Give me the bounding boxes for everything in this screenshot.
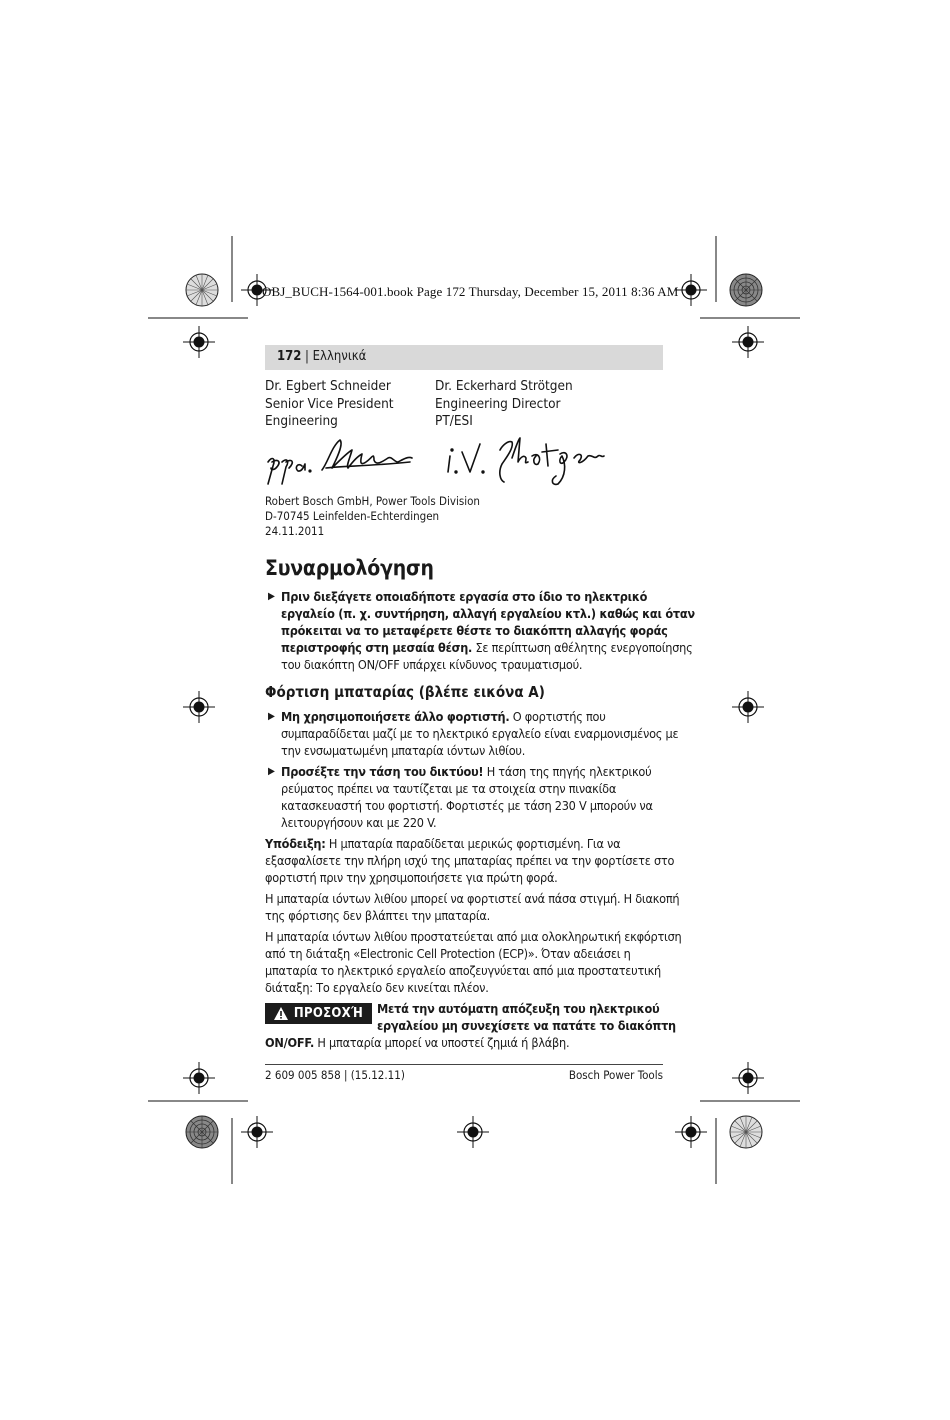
warning-label [265,1003,372,1024]
bullet-text-line: του διακόπτη ON/OFF υπάρχει κίνδυνος τραυματισμού. [281,657,583,672]
page-number: 172 [277,349,302,364]
paragraph-line: διάταξη: Το εργαλείο δεν κινείται πλέον. [265,980,489,995]
bullet-text-line: ρεύματος πρέπει να ταυτίζεται με τα στοιχεία στην πινακίδα [281,781,617,796]
language-label: | Ελληνικά [305,349,367,364]
note-label: Υπόδειξη: [265,836,326,851]
warning-text: Η μπαταρία μπορεί να υποστεί ζημιά ή βλάβη. [314,1035,570,1050]
bullet-text-line: λειτουργήσουν και με 220 V. [281,815,437,830]
charge-anytime-paragraph [265,890,680,924]
ecp-paragraph [265,928,682,996]
paragraph-line: Η μπαταρία ιόντων λιθίου προστατεύεται από μια ολοκληρωτική εκφόρτιση [265,929,682,944]
bullet-triangle-icon: ▶ [268,766,275,777]
bullet-bold-text: Μη χρησιμοποιήσετε άλλο φορτιστή. [281,709,510,724]
bullet-text-line: πρόκειται να το μεταφέρετε θέστε το διακόπτη αλλαγής φοράς [281,623,668,638]
footer-brand: Bosch Power Tools [568,1068,663,1082]
note-paragraph [265,835,675,886]
signatory-dept: Engineering [265,413,338,429]
bullet-text-line: κατασκευαστή του φορτιστή. Φορτιστές με τάση 230 V μπορούν να [281,798,653,813]
note-text: Η μπαταρία παραδίδεται μερικώς φορτισμένη. Για να [325,836,621,851]
company-address: D-70745 Leinfelden-Echterdingen [265,509,440,523]
charging-subtitle: Φόρτιση μπαταρίας (βλέπε εικόνα A) [265,683,545,701]
warning-text-tail [265,1034,569,1051]
book-file-info: OBJ_BUCH-1564-001.book Page 172 Thursday, December 15, 2011 8:36 AM [262,284,679,299]
bullet-text: Ο φορτιστής που [509,709,606,724]
signatory-left [265,378,394,431]
handwritten-signatures [262,432,612,494]
note-text-line: εξασφαλίσετε την πλήρη ισχύ της μπαταρίας πρέπει να την φορτίσετε στο [265,853,675,868]
bullet-triangle-icon: ▶ [268,591,275,602]
bullet-text-line: εργαλείο (π. χ. συντήρηση, αλλαγή εργαλείου κτλ.) καθώς και όταν [281,606,695,621]
signatory-title: Senior Vice President [265,395,394,412]
paragraph-line: μπαταρία το ηλεκτρικό εργαλείο αποζευγνύεται από μια προστατευτική [265,963,661,978]
bullet-bold-text: περιστροφής στη μεσαία θέση. [281,640,473,655]
company-name: Robert Bosch GmbH, Power Tools Division [265,494,480,508]
paragraph-line: της φόρτισης δεν βλάπτει την μπαταρία. [265,908,490,923]
bullet-text-line: την ενσωματωμένη μπαταρία ιόντων λιθίου. [281,743,526,758]
footer-doc-number: 2 609 005 858 | (15.12.11) [265,1068,405,1082]
warning-text-head [377,1000,676,1034]
bullet-bold-text: Προσέξτε την τάση του δικτύου! [281,764,484,779]
signatory-title: Engineering Director [435,395,561,412]
warning-triangle-icon [274,1007,288,1020]
paragraph-line: από τη διάταξη «Electronic Cell Protection (ECP)». Όταν αδειάσει η [265,946,631,961]
signatory-dept: PT/ESI [435,413,473,429]
bullet-text-line: Πριν διεξάγετε οποιαδήποτε εργασία στο ίδιο το ηλεκτρικό [281,589,648,604]
company-info [265,494,480,539]
bullet-text: Η τάση της πηγής ηλεκτρικού [483,764,652,779]
company-date: 24.11.2011 [265,524,325,538]
bullet-text-line: συμπαραδίδεται μαζί με το ηλεκτρικό εργαλείο είναι εναρμονισμένος με [281,726,679,741]
bullet-text: Σε περίπτωση αθέλητης ενεργοποίησης [472,640,693,655]
page-header [265,345,663,370]
paragraph-line: Η μπαταρία ιόντων λιθίου μπορεί να φορτιστεί ανά πάσα στιγμή. Η διακοπή [265,891,680,906]
signatory-name: Dr. Egbert Schneider [265,378,391,394]
warning-bold-text: ON/OFF. [265,1035,315,1050]
section-title: Συναρμολόγηση [265,556,434,580]
footer-divider [265,1064,663,1065]
signatory-name: Dr. Eckerhard Strötgen [435,378,573,394]
note-text-line: φορτιστή πριν την χρησιμοποιήσετε για πρώτη φορά. [265,870,558,885]
warning-text-line: Μετά την αυτόματη απόζευξη του ηλεκτρικού [377,1001,660,1016]
warning-text-line: εργαλείου μη συνεχίσετε να πατάτε το διακόπτη [377,1018,676,1033]
signatory-right [435,378,573,431]
warning-label-text: ΠΡΟΣΟΧΉ [293,1006,364,1021]
bullet-triangle-icon: ▶ [268,711,275,722]
